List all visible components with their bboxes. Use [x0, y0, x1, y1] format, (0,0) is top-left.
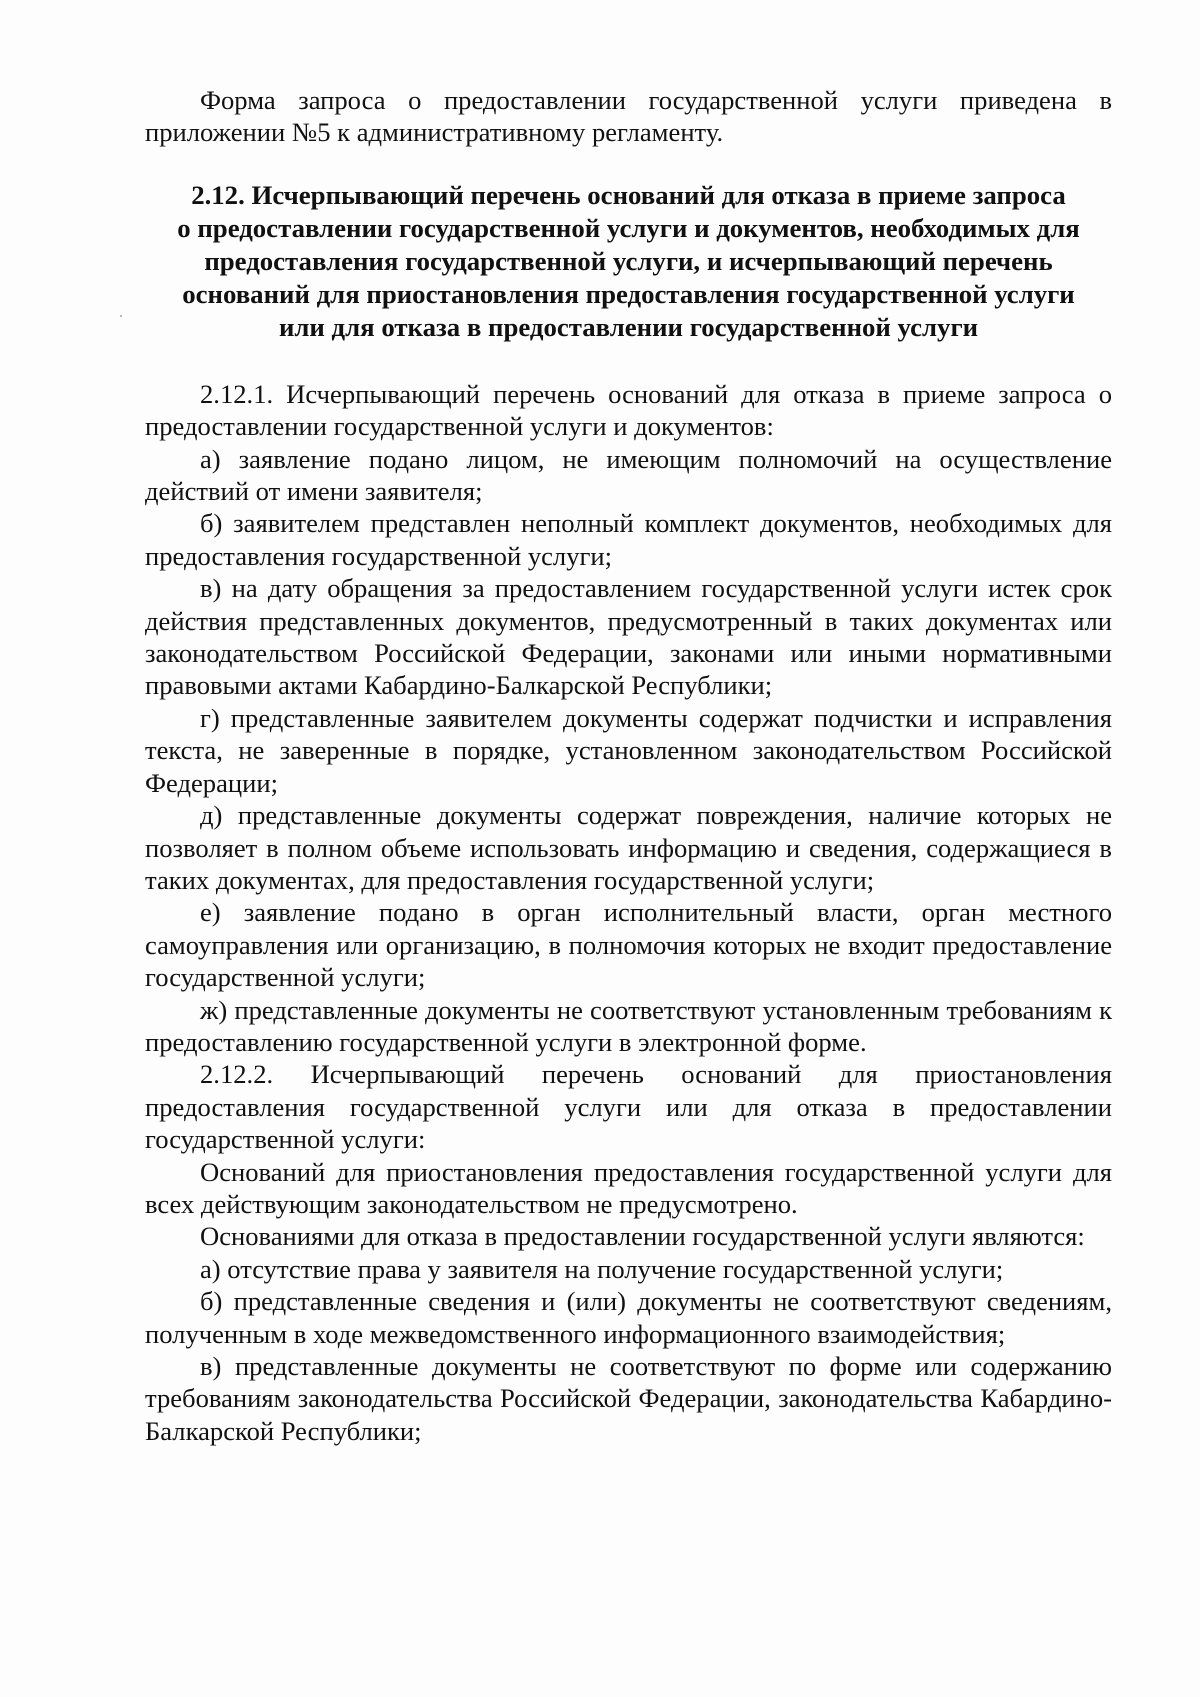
scan-artifact: [120, 315, 122, 317]
paragraph-2-12-2: 2.12.2. Исчерпывающий перечень оснований для приостановления предоставления государственной услуги или для отказа в предоставлении государственной услуги:: [145, 1059, 1112, 1155]
heading-line: о предоставлении государственной услуги и документов, необходимых для: [177, 212, 1080, 243]
list-item-v: в) на дату обращения за предоставлением государственной услуги истек срок действия представленных документов, предусмотренный в таких документах или законодательством Российской Федерации, законами или иными нормативными правовыми актами Кабардино-Балкарской Республики;: [145, 573, 1112, 701]
section-heading: [145, 179, 1112, 344]
list-item-zh: ж) представленные документы не соответствуют установленным требованиям к предоставлению государственной услуги в электронной форме.: [145, 994, 1112, 1057]
refusal-item-a: а) отсутствие права у заявителя на получение государственной услуги;: [200, 1253, 1004, 1284]
list-item-g: г) представленные заявителем документы содержат подчистки и исправления текста, не заверенные в порядке, установленном законодательством Российской Федерации;: [145, 702, 1112, 798]
intro-paragraph: Форма запроса о предоставлении государственной услуги приведена в приложении №5 к административному регламенту.: [145, 85, 1112, 148]
list-item-e: е) заявление подано в орган исполнительный власти, орган местного самоуправления или организацию, в полномочия которых не входит предоставление государственной услуги;: [145, 897, 1112, 993]
list-item-b: б) заявителем представлен неполный комплект документов, необходимых для предоставления государственной услуги;: [145, 508, 1112, 571]
paragraph-2-12-1: 2.12.1. Исчерпывающий перечень оснований для отказа в приеме запроса о предоставлении государственной услуги и документов:: [145, 378, 1112, 442]
heading-line: или для отказа в предоставлении государственной услуги: [278, 311, 979, 342]
list-item-a: а) заявление подано лицом, не имеющим полномочий на осуществление действий от имени заявителя;: [145, 443, 1112, 507]
heading-line: предоставления государственной услуги, и исчерпывающий перечень: [204, 245, 1053, 276]
list-item-d: д) представленные документы содержат повреждения, наличие которых не позволяет в полном объеме использовать информацию и сведения, содержащиеся в таких документах, для предоставления государственной услуги;: [145, 800, 1112, 895]
refusal-item-v: в) представленные документы не соответствуют по форме или содержанию требованиям законодательства Российской Федерации, законодательства Кабардино-Балкарской Республики;: [145, 1351, 1112, 1446]
document-body: [145, 84, 1112, 1447]
refusal-item-b: б) представленные сведения и (или) документы не соответствуют сведениям, полученным в ходе межведомственного информационного взаимодействия;: [145, 1286, 1112, 1349]
refusal-grounds-intro: Основаниями для отказа в предоставлении государственной услуги являются:: [200, 1221, 1085, 1252]
heading-line: 2.12. Исчерпывающий перечень оснований для отказа в приеме запроса: [191, 179, 1066, 210]
heading-line: оснований для приостановления предоставления государственной услуги: [182, 278, 1075, 309]
no-suspension-paragraph: Оснований для приостановления предоставления государственной услуги для всех действующим законодательством не предусмотрено.: [145, 1156, 1112, 1219]
